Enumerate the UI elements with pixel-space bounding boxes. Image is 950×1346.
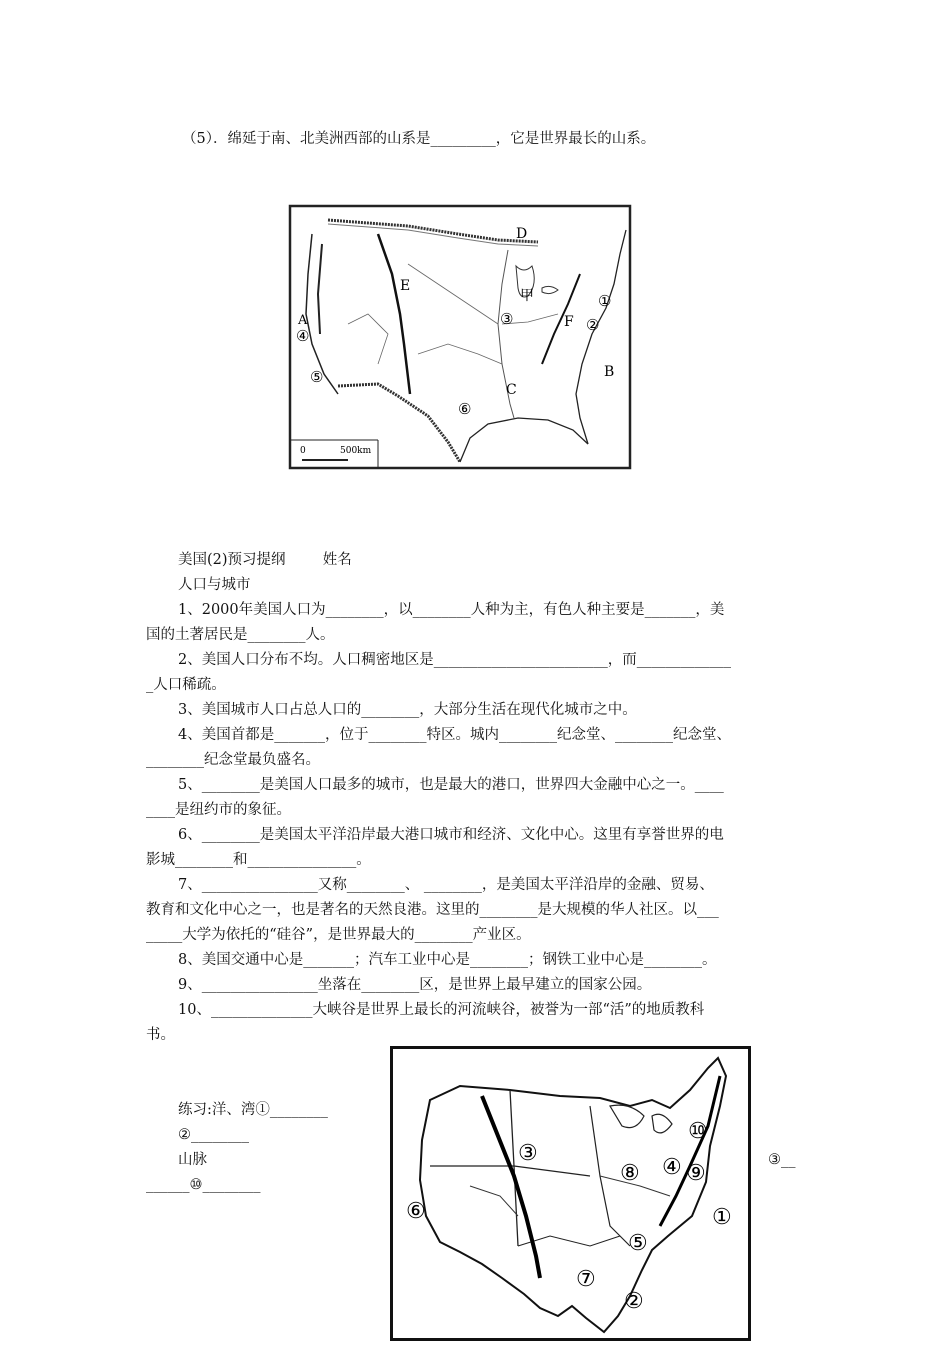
map1-label-6: ⑥ xyxy=(458,400,472,418)
map1-label-d: D xyxy=(516,226,528,242)
map2-label-1: ① xyxy=(712,1205,732,1230)
outline-line: 9、________________坐落在________区，是世界上最早建立的国家公园。 xyxy=(178,977,652,993)
outline-line: 4、美国首都是_______，位于________特区。城内________纪念堂、________纪念堂、 xyxy=(178,727,731,743)
map1-label-2: ② xyxy=(586,316,600,334)
outline-line: 2、美国人口分布不均。人口稠密地区是________________________，而_____________ xyxy=(178,652,731,668)
outline-line: _____大学为依托的“硅谷”，是世界最大的________产业区。 xyxy=(146,927,531,943)
name-label: 姓名 xyxy=(322,552,352,568)
outline-line: 影城________和_______________。 xyxy=(146,852,371,868)
scale-zero: 0 xyxy=(300,446,306,456)
practice-line-2: ②________ xyxy=(178,1127,249,1143)
map2-label-2: ② xyxy=(624,1289,644,1314)
map2-label-4: ④ xyxy=(662,1155,682,1180)
map2-label-10: ⑩ xyxy=(688,1119,708,1144)
outline-line: 10、______________大峡谷是世界上最长的河流峡谷，被誉为一部“活”的地质教科 xyxy=(178,1002,705,1018)
practice-line-3: 山脉 xyxy=(178,1152,207,1168)
map1-label-jia: 甲 xyxy=(520,288,534,304)
outline-line: 国的土著居民是________人。 xyxy=(146,627,335,643)
map1-label-c: C xyxy=(506,382,517,398)
outline-line: ________纪念堂最负盛名。 xyxy=(146,752,320,768)
map1-label-3: ③ xyxy=(500,310,514,328)
map1-label-5: ⑤ xyxy=(310,368,324,386)
outline-line: 5、________是美国人口最多的城市，也是最大的港口，世界四大金融中心之一。____ xyxy=(178,777,724,793)
outline-line: 1、2000年美国人口为________，以________人种为主，有色人种主要是_______，美 xyxy=(178,602,725,618)
outline-title: 美国(2)预习提纲 xyxy=(178,552,286,568)
outline-line: 书。 xyxy=(146,1027,175,1043)
practice-line-4: ______⑩________ xyxy=(146,1177,261,1193)
outline-line: ____是纽约市的象征。 xyxy=(146,802,291,818)
map-usa-physical xyxy=(288,204,632,474)
map1-label-e: E xyxy=(400,278,411,294)
map-usa-outline xyxy=(390,1046,752,1346)
map1-label-4: ④ xyxy=(296,327,310,345)
map1-label-b: B xyxy=(604,364,615,380)
map2-label-3: ③ xyxy=(518,1141,538,1166)
map2-label-6: ⑥ xyxy=(406,1199,426,1224)
outline-line: _人口稀疏。 xyxy=(146,677,226,693)
map2-label-7: ⑦ xyxy=(576,1267,596,1292)
outline-line: 8、美国交通中心是_______；汽车工业中心是________；钢铁工业中心是________。 xyxy=(178,952,717,968)
outline-line: 3、美国城市人口占总人口的________，大部分生活在现代化城市之中。 xyxy=(178,702,637,718)
map-usa-physical-svg xyxy=(288,204,632,470)
map1-label-1: ① xyxy=(598,292,612,310)
practice-right-note: ③__ xyxy=(768,1152,796,1168)
section-title: 人口与城市 xyxy=(178,577,251,593)
map1-label-f: F xyxy=(564,314,574,330)
outline-line: 7、________________又称________、 ________，是美国太平洋沿岸的金融、贸易、 xyxy=(178,877,714,893)
map1-label-a: A xyxy=(298,313,308,328)
scale-distance: 500km xyxy=(340,446,372,456)
map2-label-9: ⑨ xyxy=(686,1161,706,1186)
practice-line-1: 练习:洋、湾①________ xyxy=(178,1102,328,1118)
map2-label-5: ⑤ xyxy=(628,1231,648,1256)
map2-label-8: ⑧ xyxy=(620,1161,640,1186)
outline-line: 教育和文化中心之一，也是著名的天然良港。这里的________是大规模的华人社区。以___ xyxy=(146,902,719,918)
question-5: （5）．绵延于南、北美洲西部的山系是_________，它是世界最长的山系。 xyxy=(182,131,656,147)
outline-line: 6、________是美国太平洋沿岸最大港口城市和经济、文化中心。这里有享誉世界的电 xyxy=(178,827,724,843)
map-usa-outline-svg xyxy=(390,1046,752,1342)
outline-title-row xyxy=(178,548,352,572)
